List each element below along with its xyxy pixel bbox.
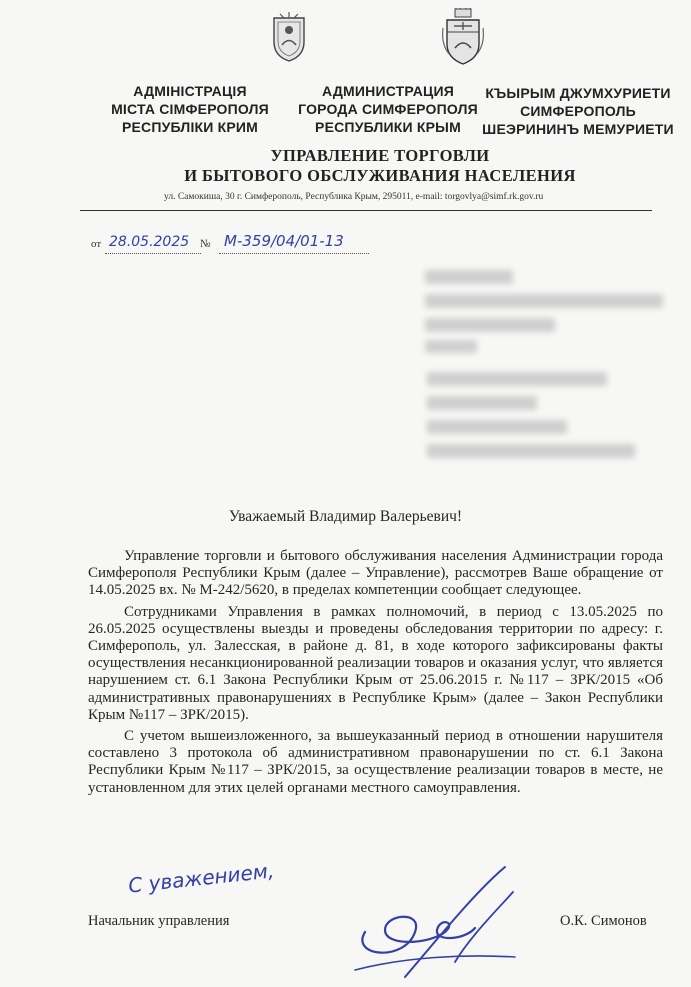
paragraph-1: Управление торговли и бытового обслуживания населения Администрации города Симферополя Республики Крым (далее – Управление), рассмотрев Ваше обращение от 14.05.2025 вх. № М-242/5620, в пределах компетенции сообщает следующее.	[88, 548, 663, 599]
redacted-recipient-address	[425, 270, 675, 470]
department-address: ул. Самокиша, 30 г. Симферополь, Республика Крым, 295011, e-mail: torgovlya@simf.rk.gov.ru	[164, 192, 544, 202]
header-divider	[80, 210, 652, 211]
header-russian-line-2: ГОРОДА СИМФЕРОПОЛЯ	[298, 101, 478, 117]
header-crimean-tatar-line-3: ШЕЭРИНИНЪ МЕМУРИЕТИ	[482, 121, 674, 137]
letter-body	[88, 548, 663, 797]
header-ukrainian	[85, 82, 295, 136]
department-title-line-1: УПРАВЛЕНИЕ ТОРГОВЛИ	[270, 146, 490, 165]
paragraph-2: Сотрудниками Управления в рамках полномочий, в период с 13.05.2025 по 26.05.2025 осуществлены выезды и проведены обследования территории по адресу: г. Симферополь, ул. Залесская, в районе д. 81, в ходе которого зафиксированы факты осуществления несанкционированной реализации товаров и оказания услуг, что является нарушением ст. 6.1 Закона Республики Крым от 25.06.2015 г. №117 – ЗРК/2015 «Об административных правонарушениях в Республике Крым» (далее – Закон Республики Крым №117 – ЗРК/2015).	[88, 603, 663, 723]
signer-name: О.К. Симонов	[560, 913, 647, 929]
simferopol-coat-of-arms-icon	[441, 8, 485, 66]
number-label: №	[200, 238, 211, 250]
header-crimean-tatar-line-1: КЪЫРЫМ ДЖУМХУРИЕТИ	[485, 85, 671, 101]
signer-title: Начальник управления	[88, 913, 230, 929]
signature-icon	[345, 862, 520, 987]
handwritten-closing: С уважением,	[127, 858, 276, 898]
paragraph-3: С учетом вышеизложенного, за вышеуказанный период в отношении нарушителя составлено 3 протокола об административном правонарушении по ст. 6.1 Закона Республики Крым №117 – ЗРК/2015, за осуществление реализации товаров в месте, не установленном для этих целей органами местного самоуправления.	[88, 728, 663, 796]
header-crimean-tatar-line-2: СИМФЕРОПОЛЬ	[520, 103, 636, 119]
crimea-coat-of-arms-icon	[270, 12, 308, 62]
department-title-line-2: И БЫТОВОГО ОБСЛУЖИВАНИЯ НАСЕЛЕНИЯ	[184, 166, 576, 185]
header-ukrainian-line-1: АДМІНІСТРАЦІЯ	[133, 83, 247, 99]
department-block	[90, 146, 670, 186]
header-russian	[283, 82, 493, 136]
from-label: от	[91, 238, 102, 250]
salutation: Уважаемый Владимир Валерьевич!	[228, 508, 463, 525]
reference-date: 28.05.2025	[109, 234, 190, 250]
header-ukrainian-line-2: МІСТА СІМФЕРОПОЛЯ	[111, 101, 269, 117]
reference-number: М-359/04/01-13	[224, 232, 344, 250]
header-crimean-tatar	[478, 84, 678, 138]
header-russian-line-1: АДМИНИСТРАЦИЯ	[322, 83, 454, 99]
header-russian-line-3: РЕСПУБЛИКИ КРЫМ	[315, 119, 461, 135]
reference-line	[91, 234, 391, 258]
header-ukrainian-line-3: РЕСПУБЛІКИ КРИМ	[121, 119, 259, 135]
